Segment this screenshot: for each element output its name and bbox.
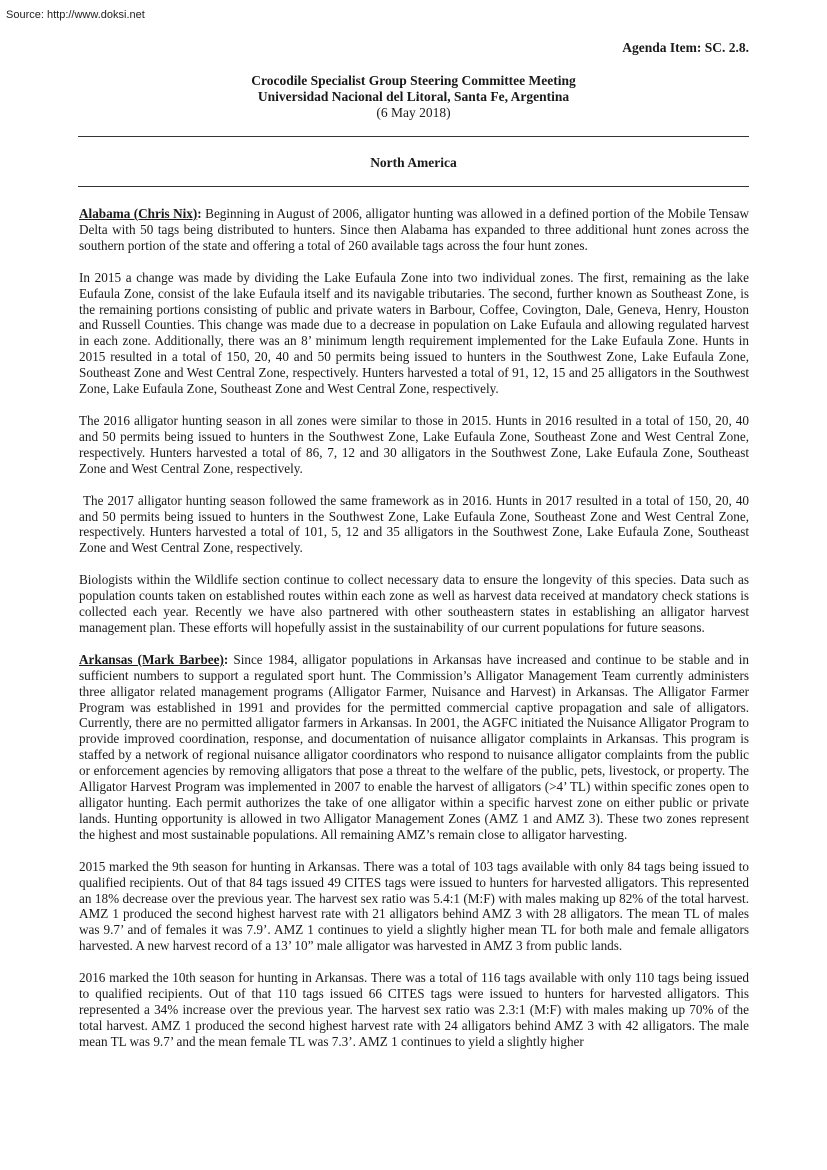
paragraph: The 2016 alligator hunting season in all zones were similar to those in 2015. Hunts in 2016 resulted in a total of 150, 20, 40 and 50 permits being issued to hunters in the Southwest Zone, Lake Eufaula Zone, Southeast Zone and West Central Zone, respectively. Hunters harvested a total of 86, 7, 12 and 30 alligators in the Southwest Zone, Lake Eufaula Zone, Southeast Zone and West Central Zone, respectively. <box>79 412 749 476</box>
paragraph: In 2015 a change was made by dividing the Lake Eufaula Zone into two individual zones. The first, remaining as the lake Eufaula Zone, consist of the lake Eufaula itself and its navigable tributaries. The second, further known as Southeast Zone, is the remaining portions consisting of public and private waters in Barbour, Coffee, Covington, Dale, Geneva, Henry, Houston and Russell Counties. This change was made due to a decrease in population on Lake Eufaula and allowing regulated harvest in each zone. Additionally, there was an 8’ minimum length requirement implemented for the Lake Eufaula Zone. Hunts in 2015 resulted in a total of 150, 20, 40 and 50 permits being issued to hunters in the Southwest Zone, Lake Eufaula Zone, Southeast Zone and West Central Zone, respectively. Hunters harvested a total of 91, 12, 15 and 25 alligators in the Southwest Zone, Lake Eufaula Zone, Southeast Zone and West Central Zone, respectively. <box>79 269 749 397</box>
alabama-heading-colon: : <box>197 206 202 221</box>
document-body <box>79 206 753 1066</box>
arkansas-heading: Arkansas (Mark Barbee) <box>79 651 224 667</box>
meeting-location: Universidad Nacional del Litoral, Santa Fe, Argentina <box>257 89 570 104</box>
source-url: Source: http://www.doksi.net <box>6 9 145 21</box>
paragraph-alabama <box>79 206 749 254</box>
meeting-title: Crocodile Specialist Group Steering Committee Meeting <box>251 73 576 88</box>
paragraph: 2016 marked the 10th season for hunting in Arkansas. There was a total of 116 tags available with only 110 tags being issued to qualified recipients. Out of that 110 tags issued 66 CITES tags were issued to hunters for harvested alligators. This represented a 34% increase over the previous year. The harvest sex ratio was 2.3:1 (M:F) with males making up 70% of the total harvest. AMZ 1 produced the second highest harvest rate with 24 alligators behind AMZ 3 with 42 alligators. The male mean TL was 9.7’ and the mean female TL was 7.3’. AMZ 1 continues to yield a slightly higher <box>79 970 749 1049</box>
bottom-divider <box>78 186 749 187</box>
paragraph-arkansas <box>79 652 749 843</box>
paragraph: 2015 marked the 9th season for hunting in Arkansas. There was a total of 103 tags available with only 84 tags being issued to qualified recipients. Out of that 84 tags issued 49 CITES tags were issued to hunters for harvested alligators. This represented an 18% decrease over the previous year. The harvest sex ratio was 5.4:1 (M:F) with males making up 82% of the total harvest. AMZ 1 produced the second highest harvest rate with 21 alligators behind AMZ 3 with 28 alligators. The mean TL of males was 9.7’ and of females it was 7.9’. AMZ 1 continues to yield a slightly higher mean TL for both male and female alligators harvested. A new harvest record of a 13’ 10” male alligator was harvested in AMZ 3 from public lands. <box>79 858 749 954</box>
section-title: North America <box>370 155 457 170</box>
arkansas-heading-colon: : <box>223 651 229 667</box>
document-header <box>78 73 749 121</box>
meeting-date: (6 May 2018) <box>376 105 451 120</box>
paragraph: Biologists within the Wildlife section continue to collect necessary data to ensure the longevity of this species. Data such as population counts taken on established routes within each zone as well as harvest data received at mandatory check stations is collected each year. Recently we have also partnered with other southeastern states in establishing an alligator harvest management plan. These efforts will hopefully assist in the sustainability of our current populations for future seasons. <box>79 572 749 635</box>
top-divider <box>78 136 749 137</box>
agenda-item: Agenda Item: SC. 2.8. <box>622 40 749 55</box>
arkansas-text: Since 1984, alligator populations in Arkansas have increased and continue to be stable and in sufficient numbers to support a regulated sport hunt. The Commission’s Alligator Management Team currently administers three alligator related management programs (Alligator Farmer, Nuisance and Harvest) in Arkansas. The Alligator Farmer Program was established in 1991 and provides for the permitted commercial captive propagation and sale of alligators. Currently, there are no permitted alligator farmers in Arkansas. In 2001, the AGFC initiated the Nuisance Alligator Program to provide improved coordination, response, and documentation of nuisance alligator complaints in Arkansas. This program is staffed by a network of regional nuisance alligator coordinators who respond to nuisance alligator complaints from the public or enforcement agencies by removing alligators that pose a threat to the welfare of the public, pets, livestock, or property. The Alligator Harvest Program was implemented in 2007 to enable the harvest of alligators (>4’ TL) within specific zones open to alligator hunting. Each permit authorizes the take of one alligator within a specific harvest zone on either public or private lands. Hunting opportunity is allowed in two Alligator Management Zones (AMZ 1 and AMZ 3). These two zones represent the highest and most sustainable populations. All remaining AMZ’s remain close to alligator harvesting. <box>79 651 750 842</box>
paragraph: The 2017 alligator hunting season followed the same framework as in 2016. Hunts in 2017 resulted in a total of 150, 20, 40 and 50 permits being issued to hunters in the Southwest Zone, Lake Eufaula Zone, Southeast Zone and West Central Zone, respectively. Hunters harvested a total of 101, 5, 12 and 35 alligators in the Southwest Zone, Lake Eufaula Zone, Southeast Zone and West Central Zone, respectively. <box>79 492 753 556</box>
alabama-text: Beginning in August of 2006, alligator hunting was allowed in a defined portion of the Mobile Tensaw Delta with 50 tags being distributed to hunters. Since then Alabama has expanded to three additional hunt zones across the southern portion of the state and offering a total of 260 available tags across the four hunt zones. <box>79 206 749 253</box>
alabama-heading: Alabama (Chris Nix) <box>79 206 198 221</box>
